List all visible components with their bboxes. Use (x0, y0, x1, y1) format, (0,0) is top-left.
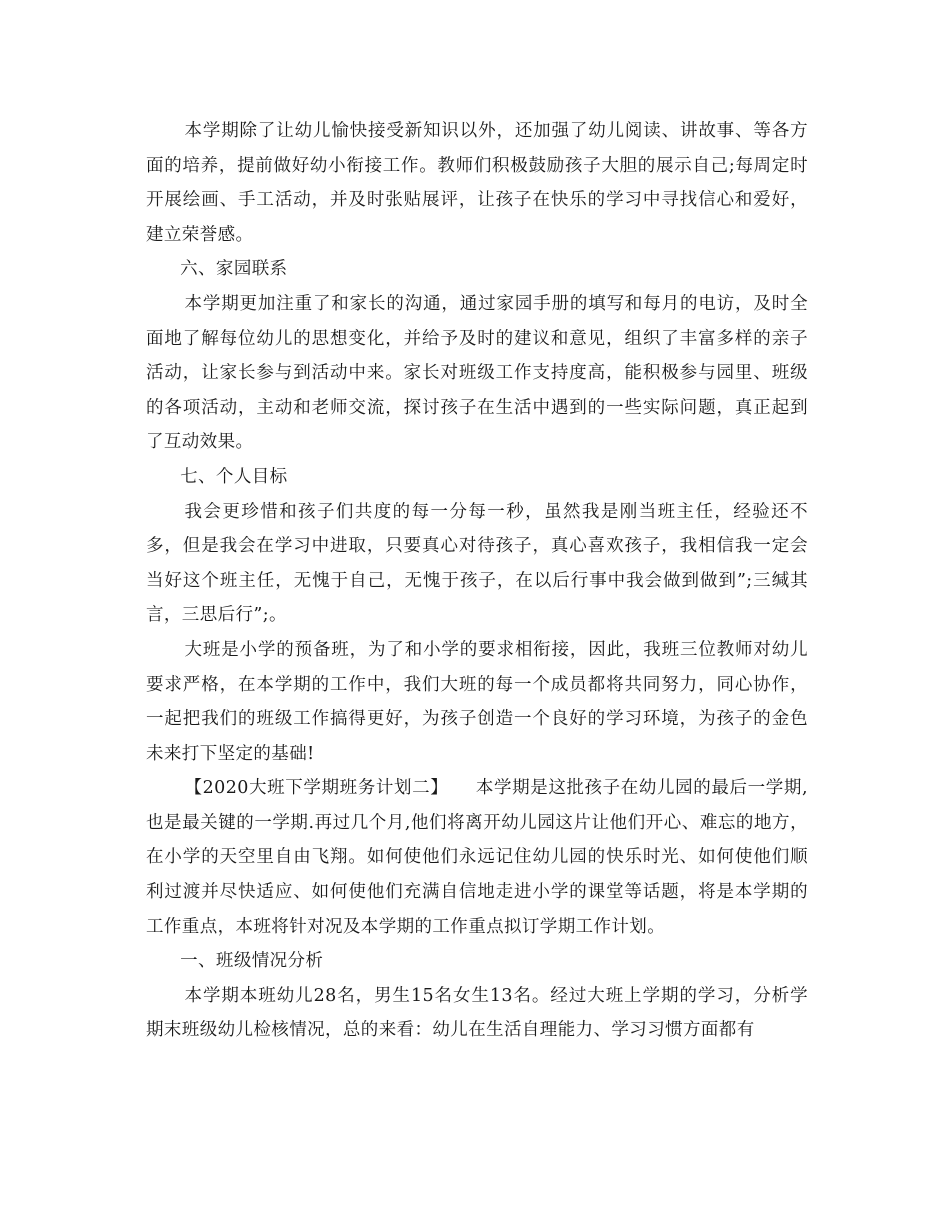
section-heading-personal-goals: 七、个人目标 (180, 466, 288, 487)
paragraph-plan-two-intro: 【2020大班下学期班务计划二】 本学期是这批孩子在幼儿园的最后一学期,也是最关键的一学期.再过几个月,他们将离开幼儿园这片让他们开心、难忘的地方，在小学的天空里自由飞翔。如何使他们永远记住幼儿园的快乐时光、如何使他们顺利过渡并尽快适应、如何使他们充满自信地走进小学的课堂等话题，将是本学期的工作重点，本班将针对况及本学期的工作重点拟订学期工作计划。 (146, 778, 808, 937)
section-heading-class-analysis: 一、班级情况分析 (180, 951, 324, 972)
paragraph-home-school: 本学期更加注重了和家长的沟通，通过家园手册的填写和每月的电访，及时全面地了解每位幼儿的思想变化，并给予及时的建议和意见，组织了丰富多样的亲子活动，让家长参与到活动中来。家长对班级工作支持度高，能积极参与园里、班级的各项活动，主动和老师交流，探讨孩子在生活中遇到的一些实际问题，真正起到了互动效果。 (146, 293, 808, 453)
section-heading-home-school: 六、家园联系 (180, 259, 288, 280)
paragraph-class-summary: 大班是小学的预备班，为了和小学的要求相衔接，因此，我班三位教师对幼儿要求严格，在本学期的工作中，我们大班的每一个成员都将共同努力，同心协作，一起把我们的班级工作搞得更好，为孩子创造一个良好的学习环境，为孩子的金色未来打下坚定的基础! (146, 639, 808, 764)
paragraph-personal-goals: 我会更珍惜和孩子们共度的每一分每一秒，虽然我是刚当班主任，经验还不多，但是我会在学习中进取，只要真心对待孩子，真心喜欢孩子，我相信我一定会当好这个班主任，无愧于自己，无愧于孩子，在以后行事中我会做到做到”;三缄其言，三思后行”;。 (146, 501, 808, 626)
paragraph-study-development: 本学期除了让幼儿愉快接受新知识以外，还加强了幼儿阅读、讲故事、等各方面的培养，提前做好幼小衔接工作。教师们积极鼓励孩子大胆的展示自己;每周定时开展绘画、手工活动，并及时张贴展评，让孩子在快乐的学习中寻找信心和爱好，建立荣誉感。 (146, 121, 808, 245)
document-page (146, 114, 808, 1048)
paragraph-class-analysis: 本学期本班幼儿28名，男生15名女生13名。经过大班上学期的学习，分析学期末班级幼儿检核情况，总的来看：幼儿在生活自理能力、学习习惯方面都有 (146, 985, 808, 1041)
